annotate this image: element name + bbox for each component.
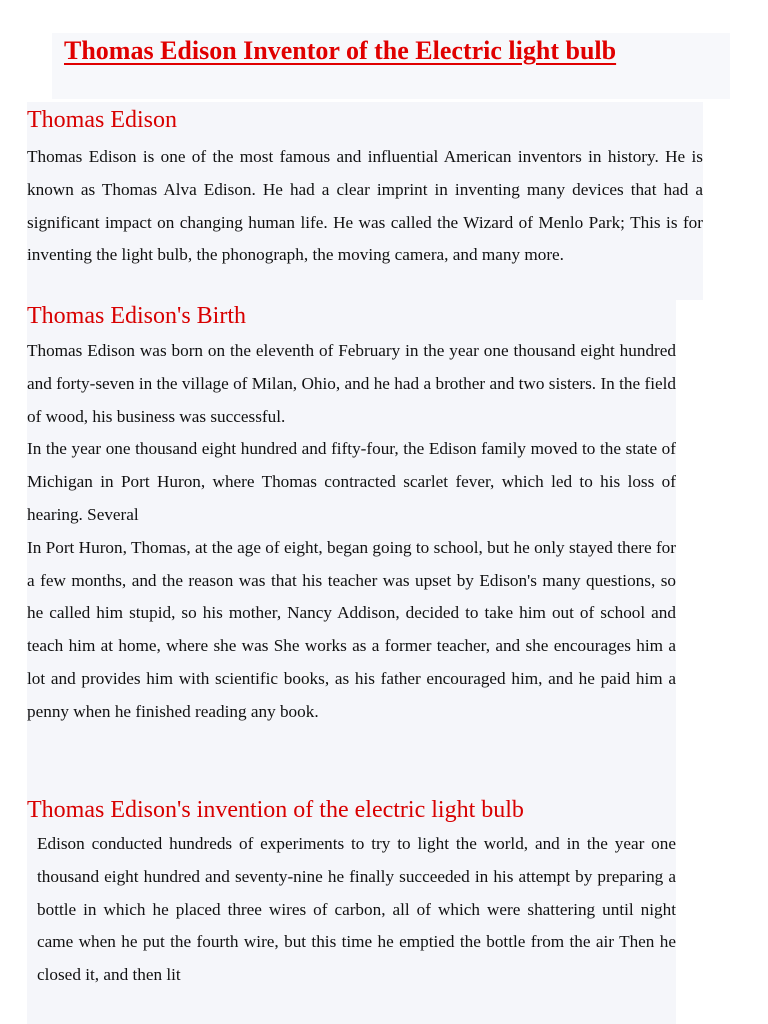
section-thomas-edison — [27, 102, 703, 300]
section-birth — [27, 300, 676, 794]
paragraph-port-huron-move: In the year one thousand eight hundred and fifty-four, the Edison family moved to the state of Michigan in Port Huron, where Thomas contracted scarlet fever, which led to his loss of hearing. Several — [27, 439, 676, 524]
document-title: Thomas Edison Inventor of the Electric light bulb — [64, 36, 617, 65]
section-heading-thomas-edison: Thomas Edison — [27, 107, 177, 133]
section-heading-light-bulb: Thomas Edison's invention of the electric light bulb — [27, 797, 524, 823]
section-heading-birth: Thomas Edison's Birth — [27, 303, 246, 329]
paragraph-birth: Thomas Edison was born on the eleventh of February in the year one thousand eight hundred and forty-seven in the village of Milan, Ohio, and he had a brother and two sisters. In the field of wood, his business was successful. — [27, 341, 676, 426]
paragraph-schooling: In Port Huron, Thomas, at the age of eight, began going to school, but he only stayed there for a few months, and the reason was that his teacher was upset by Edison's many questions, so he called him stupid, so his mother, Nancy Addison, decided to take him out of school and teach him at home, where she was She works as a former teacher, and she encourages him a lot and provides him with scientific books, as his father encouraged him, and he paid him a penny when he finished reading any book. — [27, 537, 676, 721]
paragraph-intro: Thomas Edison is one of the most famous and influential American inventors in history. He is known as Thomas Alva Edison. He had a clear imprint in inventing many devices that had a significant impact on changing human life. He was called the Wizard of Menlo Park; This is for inventing the light bulb, the phonograph, the moving camera, and many more. — [27, 147, 703, 265]
section-light-bulb — [27, 794, 676, 1024]
paragraph-light-bulb: Edison conducted hundreds of experiments to try to light the world, and in the year one thousand eight hundred and seventy-nine he finally succeeded in his attempt by preparing a bottle in which he placed three wires of carbon, all of which were shattering until night came when he put the fourth wire, but this time he emptied the bottle from the air Then he closed it, and then lit — [37, 834, 676, 985]
